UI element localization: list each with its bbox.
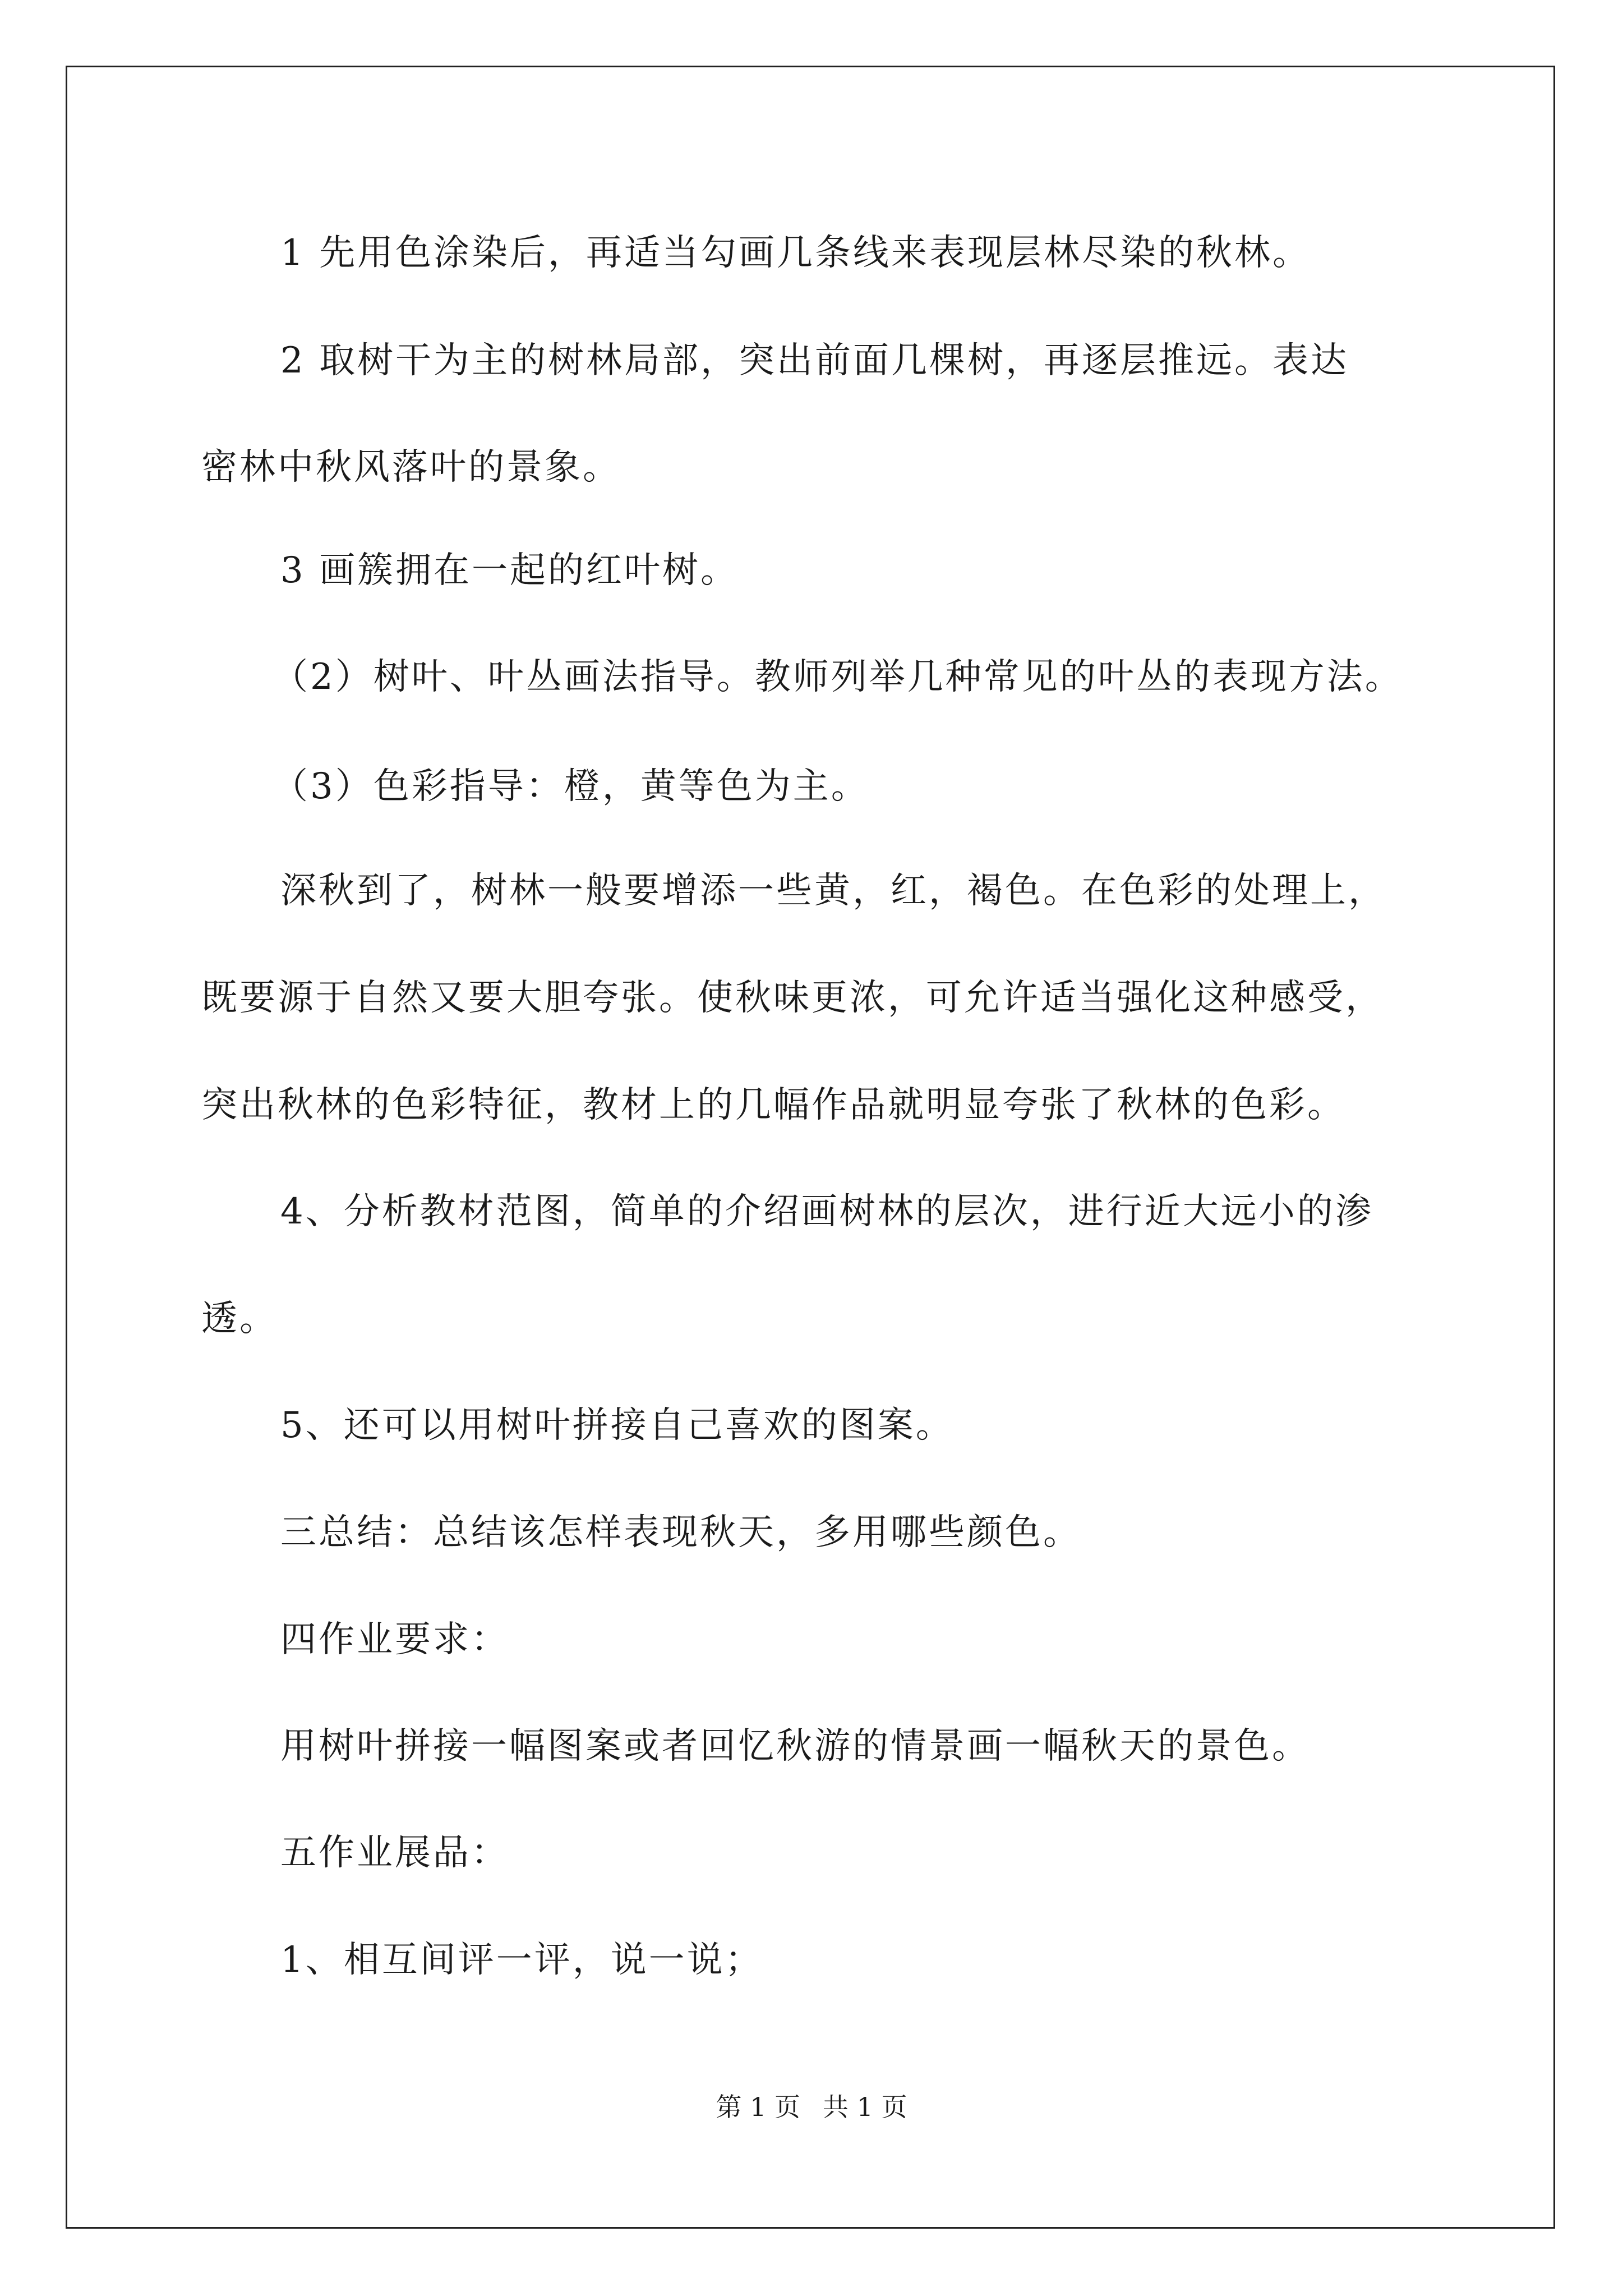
line-1: 1 先用色涂染后，再适当勾画几条线来表现层林尽染的秋林。 [280, 232, 1311, 274]
line-8: 既要源于自然又要大胆夸张。使秋味更浓，可允许适当强化这种感受， [201, 977, 1384, 1019]
line-15: 用树叶拼接一幅图案或者回忆秋游的情景画一幅秋天的景色。 [280, 1726, 1310, 1767]
line-14: 四作业要求： [280, 1619, 509, 1660]
line-5: （2）树叶、叶丛画法指导。教师列举几种常见的叶丛的表现方法。 [272, 656, 1403, 698]
page-number: 第 1 页 [716, 2092, 800, 2122]
line-4: 3 画簇拥在一起的红叶树。 [280, 550, 739, 591]
line-17: 1、相互间评一评，说一说； [280, 1939, 763, 1981]
page-footer [0, 2087, 1623, 2124]
line-2: 2 取树干为主的树林局部，突出前面几棵树，再逐层推远。表达 [280, 340, 1349, 381]
line-6: （3）色彩指导：橙，黄等色为主。 [272, 766, 869, 807]
page-border [66, 66, 1555, 2229]
line-11: 透。 [201, 1298, 278, 1340]
line-10: 4、分析教材范图，简单的介绍画树林的层次，进行近大远小的渗 [280, 1191, 1373, 1232]
line-9: 突出秋林的色彩特征，教材上的几幅作品就明显夸张了秋林的色彩。 [201, 1084, 1345, 1126]
line-16: 五作业展品： [280, 1832, 509, 1874]
line-3: 密林中秋风落叶的景象。 [201, 447, 621, 488]
line-7: 深秋到了，树林一般要增添一些黄，红，褐色。在色彩的处理上， [280, 870, 1386, 912]
line-12: 5、还可以用树叶拼接自己喜欢的图案。 [280, 1405, 954, 1446]
page-total: 共 1 页 [823, 2092, 907, 2122]
line-13: 三总结：总结该怎样表现秋天，多用哪些颜色。 [280, 1512, 1081, 1553]
